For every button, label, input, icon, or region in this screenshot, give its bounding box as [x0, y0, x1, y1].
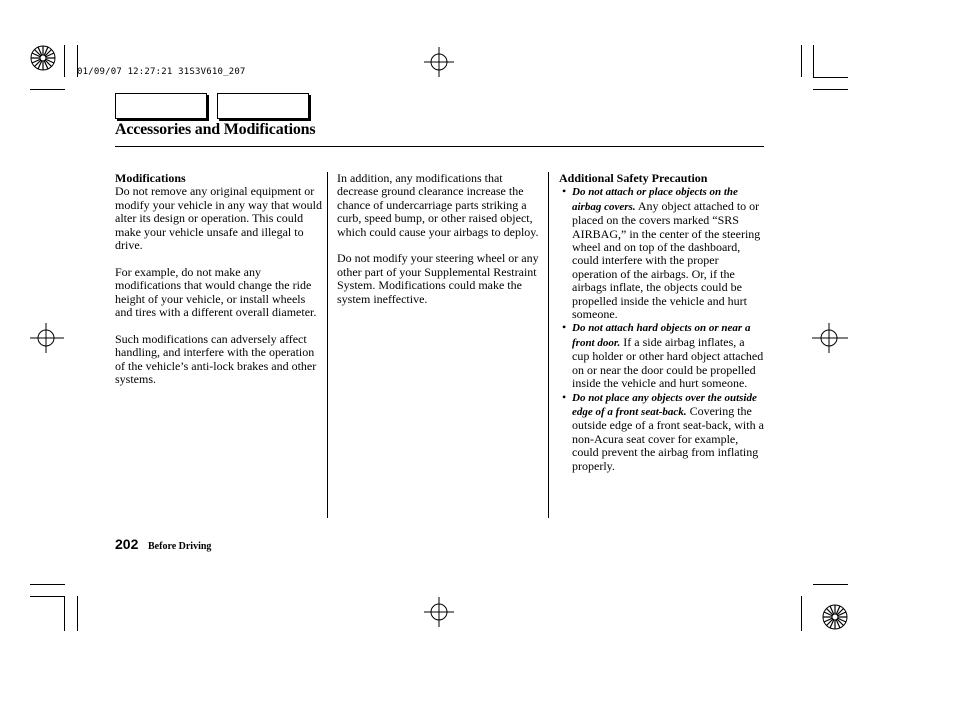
section-heading-safety-precaution: Additional Safety Precaution: [559, 171, 708, 185]
crop-mark: [77, 596, 78, 631]
paragraph: In addition, any modifications that decrease ground clearance increase the chance of undercarriage parts striking a curb, speed bump, or other raised object, which could cause your airbags to deploy.: [337, 171, 539, 239]
section-name: Before Driving: [148, 541, 212, 552]
registration-rosette-icon: [30, 45, 56, 71]
crop-mark: [30, 596, 65, 597]
crosshair-registration-icon: [30, 323, 64, 353]
title-rule: [115, 146, 764, 147]
crop-mark: [813, 89, 848, 90]
bullet-emphasis: Do not attach or place objects on the airbag covers.: [572, 186, 738, 213]
bullet-emphasis: Do not attach hard objects on or near a front door.: [572, 322, 751, 349]
list-item: [559, 391, 764, 473]
column-divider: [548, 172, 549, 518]
paragraph: Do not remove any original equipment or modify your vehicle in any way that would alter its design or operation. This could make your vehicle unsafe and illegal to drive.: [115, 184, 322, 253]
crosshair-registration-icon: [424, 47, 454, 77]
section-heading-modifications: Modifications: [115, 171, 186, 185]
right-column: [559, 172, 764, 473]
header-tab-box: [115, 93, 207, 119]
registration-rosette-icon: [822, 604, 848, 630]
crop-mark: [813, 584, 848, 585]
crop-mark: [813, 45, 814, 77]
paragraph: For example, do not make any modifications that would change the ride height of your vehicle, or install wheels and tires with a different overall diameter.: [115, 264, 317, 320]
list-item: [559, 185, 764, 321]
paragraph: Such modifications can adversely affect handling, and interfere with the operation of the vehicle’s anti-lock brakes and other systems.: [115, 331, 317, 387]
bullet-text: Any object attached to or placed on the covers marked “SRS AIRBAG,” in the center of the steering wheel and on top of the dashboard, could interfere with the proper operation of the airbags. Or, if the airbags inflate, the objects could be propelled inside the vehicle and hurt someone.: [572, 198, 761, 322]
bullet-emphasis: Do not place any objects over the outside edge of a front seat-back.: [572, 391, 757, 418]
crop-mark: [801, 45, 802, 77]
list-item: [559, 321, 764, 390]
crop-mark: [813, 77, 848, 78]
page-title: Accessories and Modifications: [115, 121, 316, 138]
precaution-list: [559, 185, 764, 473]
crosshair-registration-icon: [424, 597, 454, 627]
print-metadata: 01/09/07 12:27:21 31S3V610_207: [77, 67, 246, 77]
crop-mark: [30, 89, 65, 90]
crop-mark: [64, 45, 65, 77]
crop-mark: [801, 596, 802, 631]
crosshair-registration-icon: [812, 323, 848, 353]
middle-column: [337, 172, 544, 319]
left-column: [115, 172, 322, 400]
bullet-text: Covering the outside edge of a front seat-back, with a non-Acura seat cover for example, could prevent the airbag from inflating properly.: [572, 403, 764, 473]
column-divider: [327, 172, 328, 518]
page-number: 202: [115, 536, 139, 552]
crop-mark: [64, 596, 65, 631]
crop-mark: [30, 584, 65, 585]
paragraph: Do not modify your steering wheel or any other part of your Supplemental Restraint System. Modifications could make the system ineffective.: [337, 251, 539, 306]
bullet-text: If a side airbag inflates, a cup holder or other hard object attached on or near the door could be propelled inside the vehicle and hurt someone.: [572, 334, 764, 391]
header-tab-box: [217, 93, 309, 119]
